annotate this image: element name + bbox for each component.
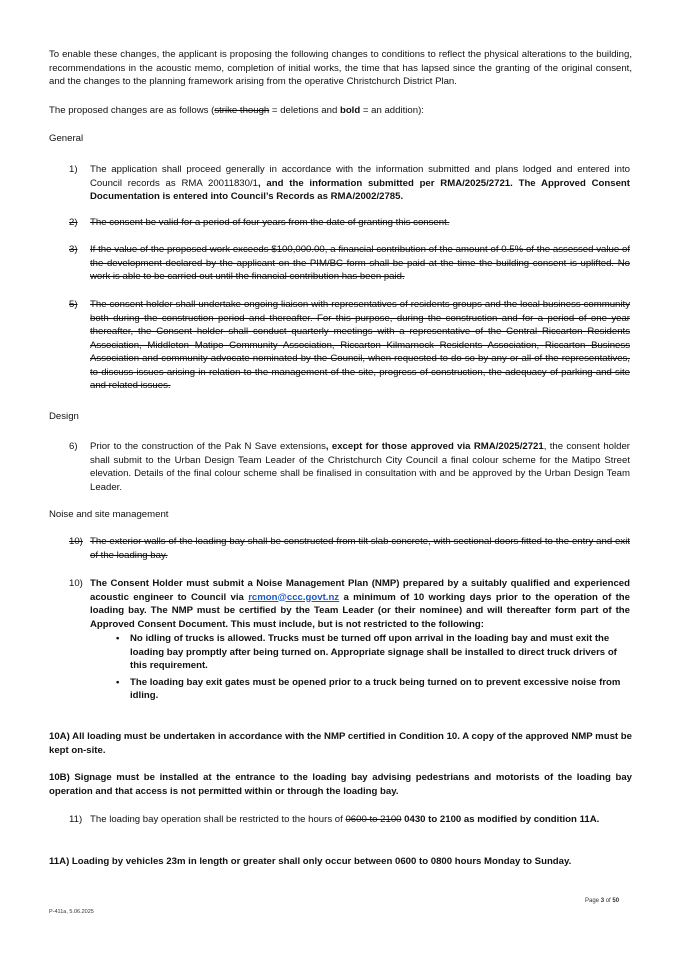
condition-11-bold: 0430 to 2100 as modified by condition 11A. [401, 814, 600, 825]
proposed-mid: = deletions and [269, 105, 340, 116]
condition-2-text: The consent be valid for a period of four years from the date of granting this consent. [90, 217, 450, 228]
page-number [585, 895, 619, 909]
condition-1-text [90, 163, 630, 204]
condition-1-number: 1) [69, 164, 78, 175]
condition-5-text: The consent holder shall undertake ongoing liaison with representatives of residents groups and the local business community both during the construction period and thereafter. For this purpose, during the construction and for a period of one year thereafter, the Consent holder shall conduct quarterly meetings with a representative of the Central Riccarton Residents Association, Middleton Matipo Community Association, Riccarton Kilmarnock Residents Association, Riccarton Business Association and community advocate nominated by the Council, when requested to do so by any or all of the representatives, to discuss issues arising in relation to the management of the site, progress of construction, the adequacy of parking and site and related issues. [90, 299, 630, 391]
condition-11-number: 11) [69, 814, 83, 825]
condition-10-new-text [90, 577, 630, 631]
heading-noise: Noise and site management [49, 509, 169, 520]
proposed-changes-line [49, 104, 632, 118]
intro-paragraph: To enable these changes, the applicant is proposing the following changes to conditions to reflect the physical alterations to the building, recommendations in the acoustic memo, completion of initial works, the time that has lapsed since the granting of the original consent, and the changes to the planning framework arising from the operative Christchurch District Plan. [49, 49, 632, 87]
condition-6-plain-b: , the consent holder shall submit to the Urban Design Team Leader of the Christchurch City Council a final colour scheme for the Matipo Street elevation. Details of the final colour scheme shall be finalised in consultation with and be approved by the Urban Design Team Leader. [90, 441, 630, 493]
proposed-suffix: = an addition): [360, 105, 424, 116]
condition-5-number: 5) [69, 299, 78, 310]
proposed-bold-word: bold [339, 105, 361, 116]
condition-10b-text: 10B) Signage must be installed at the entrance to the loading bay advising pedestrians and motorists of the loading bay operation and that access is not permitted within or through the loading bay. [49, 772, 632, 797]
condition-3-text: If the value of the proposed work exceeds $100,000.00, a financial contribution of the amount of 0.5% of the assessed value of the development declared by the applicant on the PIM/BC form shall be paid at the time the building consent is uplifted. No work is able to be carried out until the financial contribution has been paid. [90, 244, 630, 282]
heading-design: Design [49, 411, 79, 422]
condition-10-old-number: 10) [69, 536, 83, 547]
bullet-item: • The loading bay exit gates must be opened prior to a truck being turned on to prevent excessive noise from idling. [90, 676, 630, 703]
condition-11-plain: The loading bay operation shall be restricted to the hours of [90, 814, 346, 825]
condition-10-bullet-list [90, 632, 630, 706]
condition-10-plain-a: The Consent Holder must submit a Noise Management Plan (NMP) prepared by a suitably qualified and experienced acoustic engineer to Council via [90, 578, 630, 603]
condition-6-number: 6) [69, 441, 78, 452]
condition-6-plain-a: Prior to the construction of the Pak N Save extensions [90, 441, 326, 452]
bullet-item: • No idling of trucks is allowed. Trucks must be turned off upon arrival in the loading bay and must exit the loading bay promptly after being turned on. Appropriate signage shall be installed to direct truck drivers of this requirement. [90, 632, 630, 673]
proposed-strike-word: strike though [214, 105, 270, 116]
condition-11-strike: 0600 to 2100 [345, 814, 402, 825]
condition-11-text [90, 813, 630, 827]
page-label: Page [585, 898, 601, 904]
condition-10-old-text: The exterior walls of the loading bay shall be constructed from tilt slab concrete, with sectional doors fitted to the entry and exit of the loading bay. [90, 536, 630, 561]
condition-3-number: 3) [69, 244, 78, 255]
condition-10a-text: 10A) All loading must be undertaken in accordance with the NMP certified in Condition 10. A copy of the approved NMP must be kept on-site. [49, 731, 632, 756]
email-link[interactable]: rcmon@ccc.govt.nz [248, 591, 340, 603]
condition-6-text [90, 440, 630, 494]
condition-1-plain: The application shall proceed generally in accordance with the information submitted and plans lodged and entered into Council records as RMA 20011830/1 [90, 164, 630, 189]
condition-2-number: 2) [69, 217, 78, 228]
page-of: of [604, 898, 613, 904]
condition-1-bold: , and the information submitted per RMA/2025/2721. The Approved Consent Documentation is entered into Council’s Records as RMA/2002/2785. [90, 177, 630, 202]
heading-general: General [49, 133, 84, 144]
condition-6-bold: , except for those approved via RMA/2025/2721 [325, 441, 544, 452]
condition-10-plain-b: a minimum of 10 working days prior to the operation of the loading bay. The NMP must be certified by the Team Leader (or their nominee) and will thereafter form part of the Approved Consent Document. This must include, but is not restricted to the following: [90, 591, 630, 630]
condition-10-new-number: 10) [69, 578, 83, 589]
proposed-prefix: The proposed changes are as follows ( [49, 105, 215, 116]
page-total: 50 [612, 898, 620, 904]
document-reference: P-411a, 5.06.2025 [49, 909, 94, 915]
condition-11a-text: 11A) Loading by vehicles 23m in length or greater shall only occur between 0600 to 0800 hours Monday to Sunday. [49, 856, 572, 867]
page-current: 3 [600, 898, 605, 904]
